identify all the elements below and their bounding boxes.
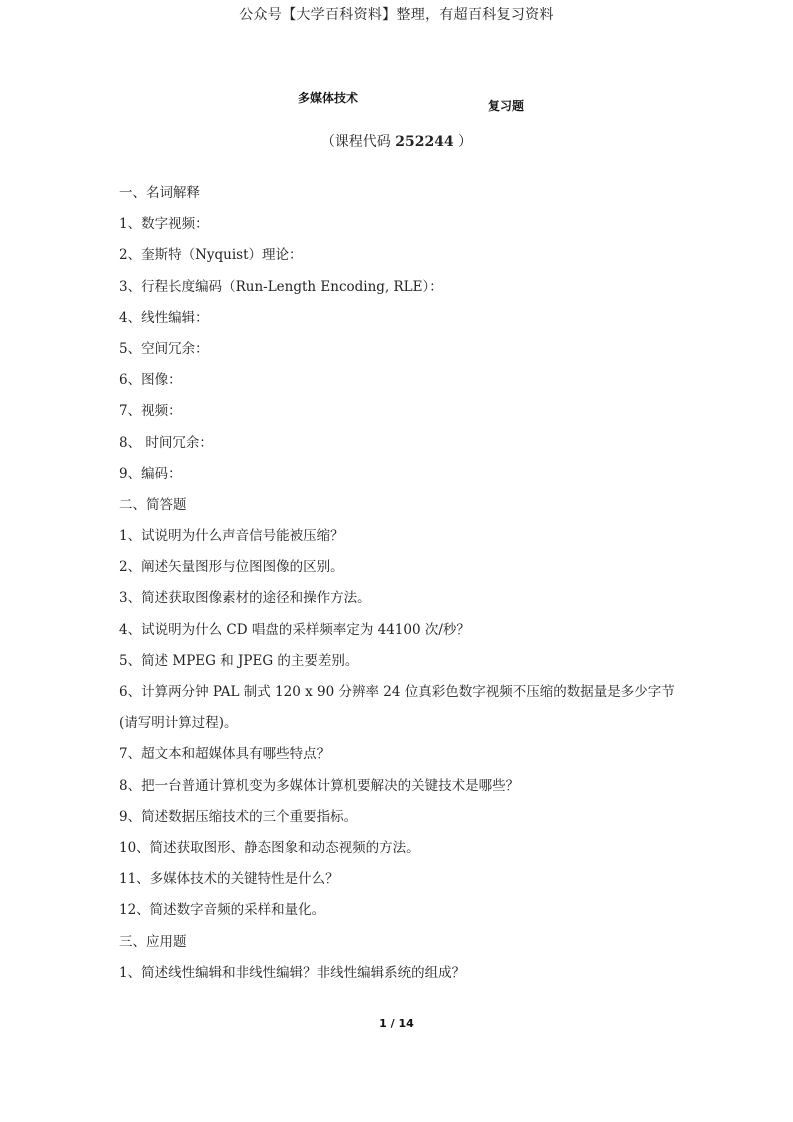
section-heading-terms: 一、名词解释: [119, 185, 200, 201]
document-subtitle: 复习题: [488, 99, 525, 113]
list-item: 10、简述获取图形、静态图象和动态视频的方法。: [119, 839, 420, 856]
section-heading-application: 三、应用题: [119, 933, 187, 950]
list-item: 2、奎斯特（Nyquist）理论：: [119, 247, 303, 264]
list-item: 12、简述数字音频的采样和量化。: [119, 902, 326, 919]
list-item: 6、图像：: [119, 372, 182, 389]
list-item: 8、把一台普通计算机变为多媒体计算机要解决的关键技术是哪些？: [119, 777, 520, 794]
list-item: 1、简述线性编辑和非线性编辑？非线性编辑系统的组成？: [119, 964, 466, 981]
course-code-suffix: ）: [453, 134, 473, 150]
list-item: 3、简述获取图像素材的途径和操作方法。: [119, 590, 371, 607]
list-item: 6、计算两分钟 PAL 制式 120 x 90 分辨率 24 位真彩色数字视频不压缩的数据量是多少字节(请写明计算过程)。: [119, 684, 675, 732]
list-item: 1、试说明为什么声音信号能被压缩？: [119, 528, 344, 545]
course-code-number: 252244: [395, 134, 454, 150]
list-item: 11、多媒体技术的关键特性是什么？: [119, 871, 339, 888]
header-note: 公众号【大学百科资料】整理，有超百科复习资料: [239, 7, 554, 23]
list-item: 9、编码：: [119, 465, 182, 482]
list-item: 4、试说明为什么 CD 唱盘的采样频率定为 44100 次/秒？: [119, 621, 470, 638]
list-item: 7、视频：: [119, 403, 182, 420]
list-item: 8、 时间冗余：: [119, 434, 213, 451]
list-item: 5、简述 MPEG 和 JPEG 的主要差别。: [119, 652, 359, 669]
list-item: 3、行程长度编码（Run-Length Encoding, RLE）：: [119, 278, 443, 295]
page-indicator: 1 / 14: [379, 1017, 414, 1030]
course-code: [0, 131, 793, 151]
list-item: 4、线性编辑：: [119, 309, 209, 326]
course-code-prefix: （课程代码: [320, 134, 396, 150]
list-item: 7、超文本和超媒体具有哪些特点？: [119, 746, 331, 763]
list-item: 2、阐述矢量图形与位图图像的区别。: [119, 559, 344, 576]
document-body: [119, 178, 689, 989]
list-item: 5、空间冗余：: [119, 340, 209, 357]
list-item: 1、数字视频：: [119, 216, 209, 233]
section-heading-short-answer: 二、简答题: [119, 496, 187, 513]
document-title: 多媒体技术: [298, 91, 359, 105]
list-item: 9、简述数据压缩技术的三个重要指标。: [119, 808, 358, 825]
